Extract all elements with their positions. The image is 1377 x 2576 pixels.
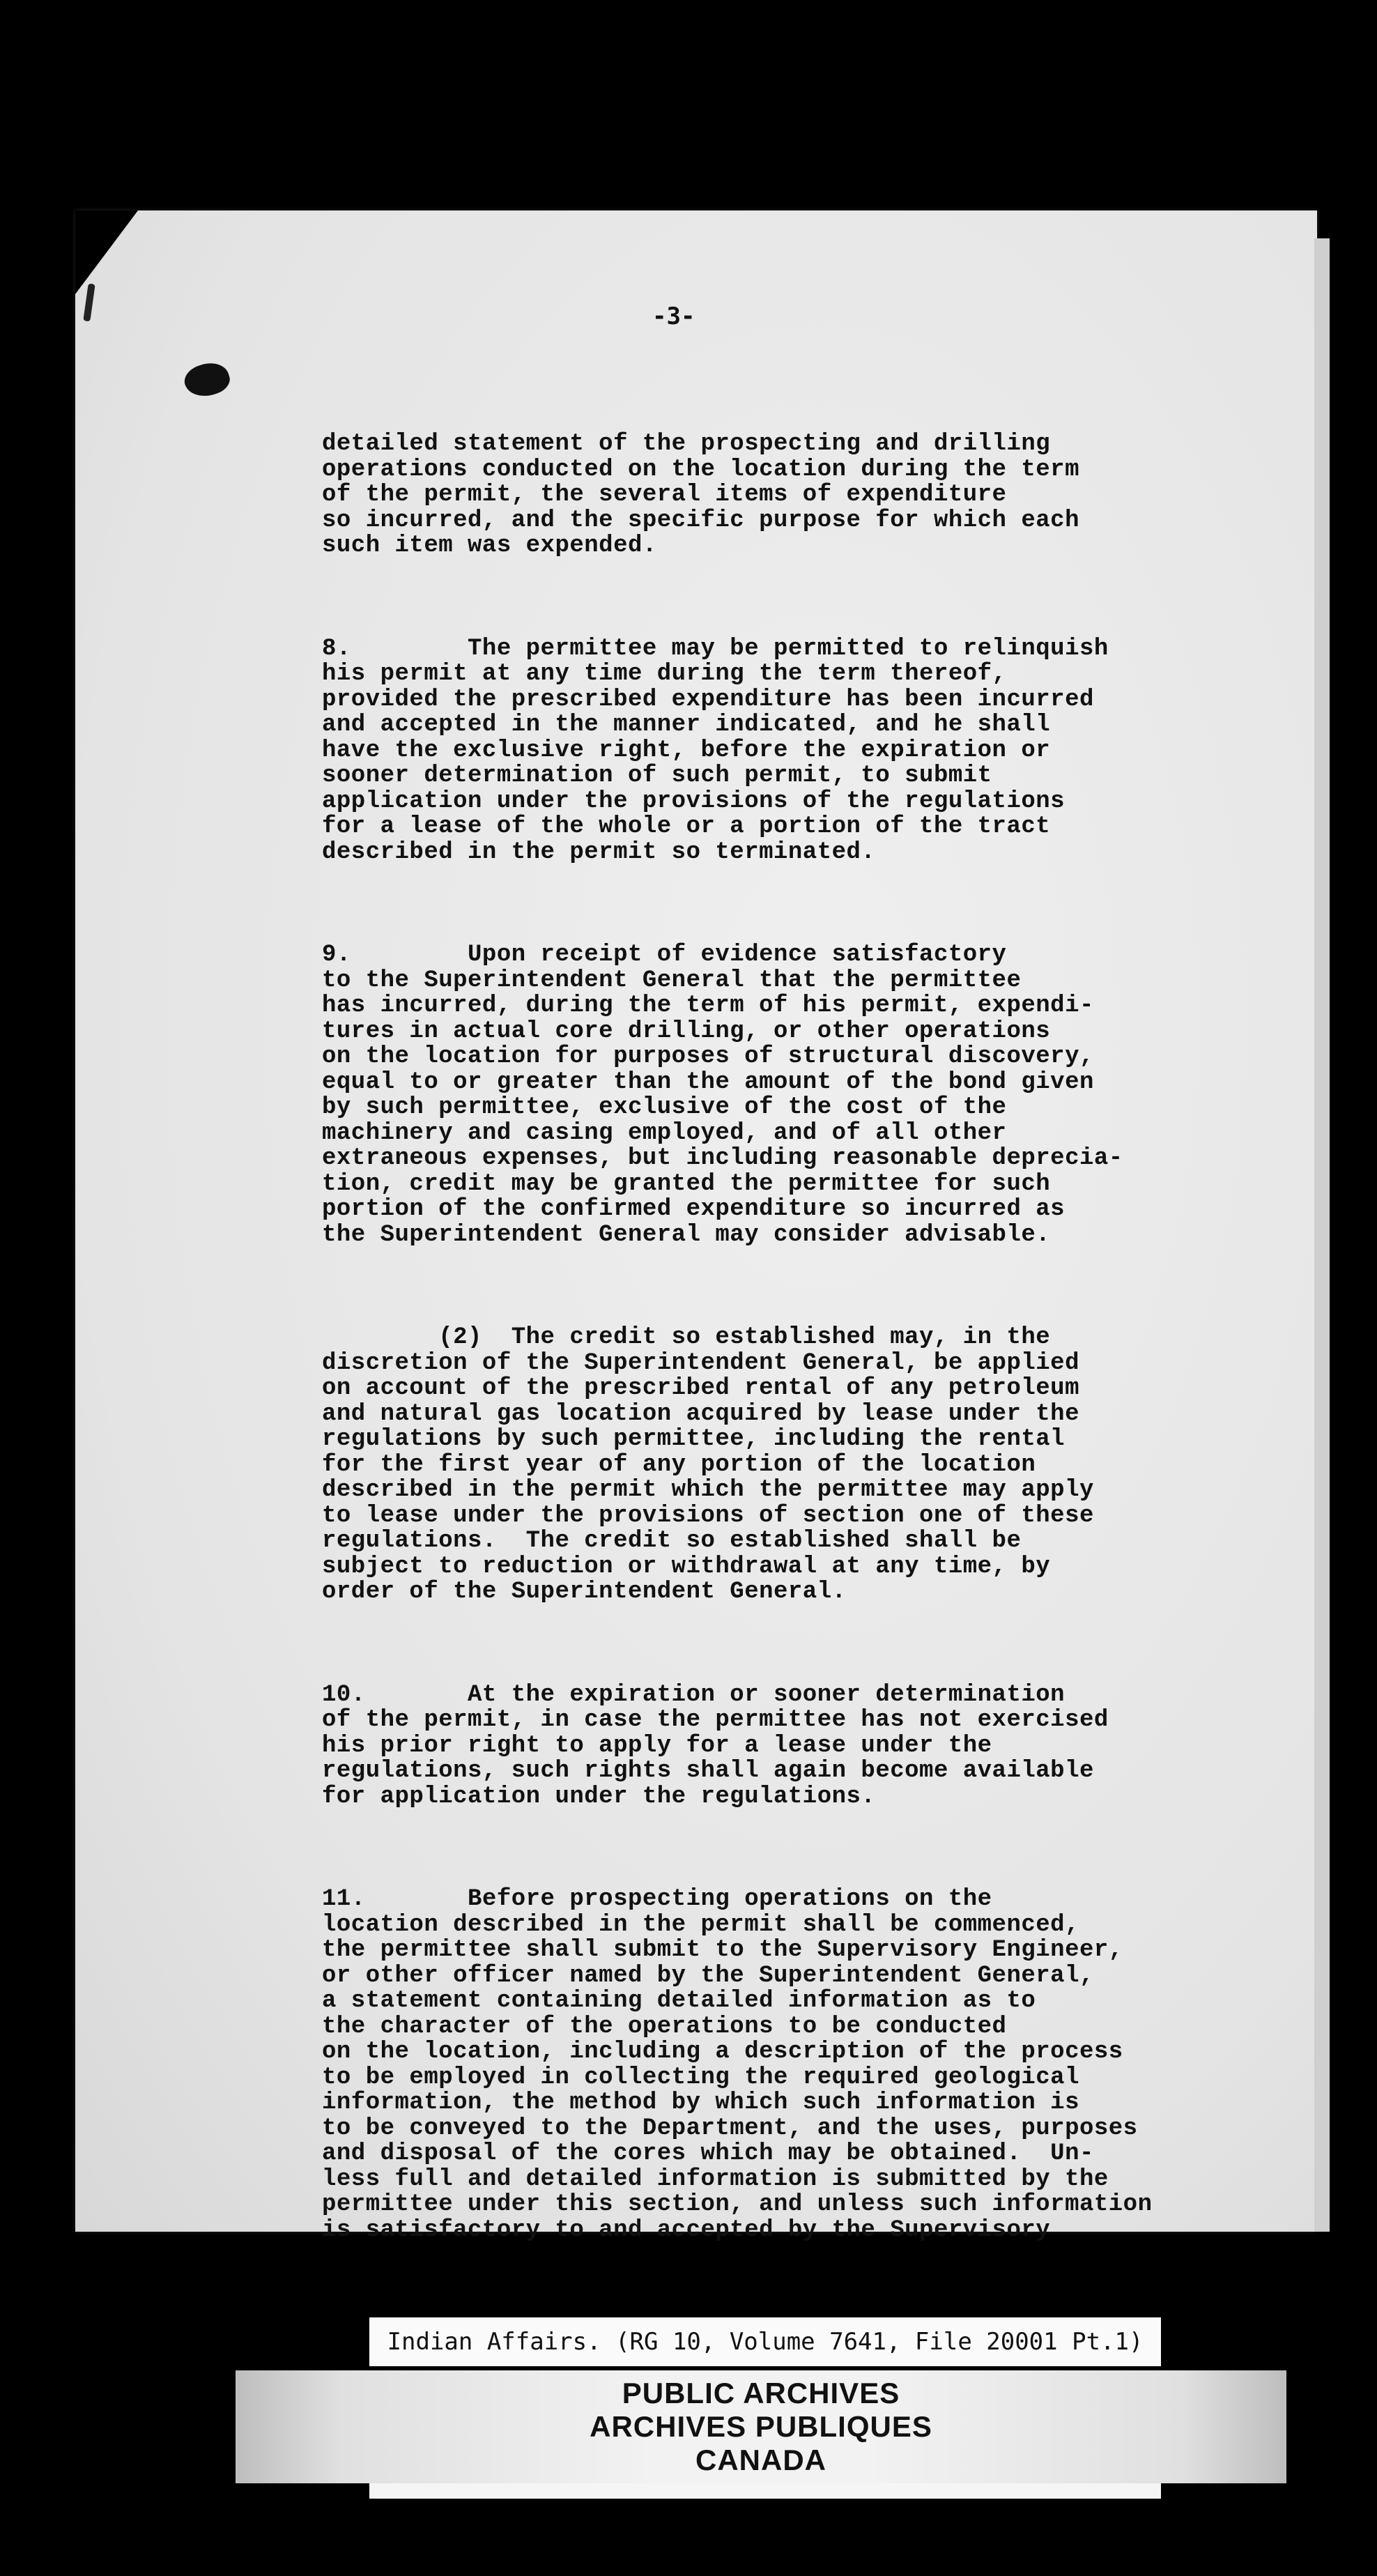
paragraph-8: 8. The permittee may be permitted to relinquish his permit at any time during the term thereof, provided the prescribed expenditure has been incurred and accepted in the manner indicated, and he shall have the exclusive right, before the expiration or sooner determination of such permit, to submit application under the provisions of the regulations for a lease of the whole or a portion of the tract described in the permit so terminated. xyxy=(322,635,1109,866)
folded-corner xyxy=(75,210,138,294)
paragraph-9-2: (2) The credit so established may, in the discretion of the Superintendent General, be applied on account of the prescribed rental of any petroleum and natural gas location acquired by lease under the regulations by such permittee, including the rental for the first year of any portion of the location described in the permit which the permittee may apply to lease under the provisions of section one of these regulations. The credit so established shall be subject to reduction or withdrawal at any time, by order of the Superintendent General. xyxy=(322,1324,1094,1605)
document-body xyxy=(322,381,1298,2320)
page-edge xyxy=(1314,238,1330,2232)
paragraph-9: 9. Upon receipt of evidence satisfactory to the Superintendent General that the permittee has incurred, during the term of his permit, expendi- tures in actual core drilling, or other operations on the location for purposes of structural discovery, equal to or greater than the amount of the bond given by such permittee, exclusive of the cost of the machinery and casing employed, and of all other extraneous expenses, but including reasonable deprecia- tion, credit may be granted the permittee for such portion of the confirmed expenditure so incurred as the Superintendent General may consider advisable. xyxy=(322,942,1123,1248)
document-page xyxy=(75,210,1317,2244)
paragraph-10: 10. At the expiration or sooner determination of the permit, in case the permittee has not exercised his prior right to apply for a lease under the regulations, such rights shall again become available for application under the regulations. xyxy=(322,1681,1109,1810)
stamp-line-public-archives: PUBLIC ARCHIVES xyxy=(622,2377,900,2409)
stamp-line-canada: CANADA xyxy=(695,2444,826,2476)
stamp-line-archives-publiques: ARCHIVES PUBLIQUES xyxy=(590,2410,932,2443)
archives-stamp xyxy=(236,2370,1286,2483)
page-number: -3- xyxy=(652,302,695,330)
archive-reference-text: Indian Affairs. (RG 10, Volume 7641, File 20001 Pt.1) xyxy=(387,2328,1144,2356)
paragraph-continuation: detailed statement of the prospecting and drilling operations conducted on the location during the term of the permit, the several items of expenditure so incurred, and the specific purpose for which each such item was expended. xyxy=(322,431,1079,559)
paragraph-11: 11. Before prospecting operations on the location described in the permit shall be commenced, the permittee shall submit to the Supervisory Engineer, or other officer named by the Superintendent General, a statement containing detailed information as to the character of the operations to be conducted on the location, including a description of the process to be employed in collecting the required geological information, the method by which such information is to be conveyed to the Department, and the uses, purposes and disposal of the cores which may be obtained. Un- less full and detailed information is submitted by the permittee under this section, and unless such information is satisfactory to and accepted by the Supervisory xyxy=(322,1886,1153,2244)
stamp-bottom-strip xyxy=(369,2483,1161,2499)
ink-blot xyxy=(180,358,233,402)
archive-reference-label xyxy=(369,2317,1161,2366)
